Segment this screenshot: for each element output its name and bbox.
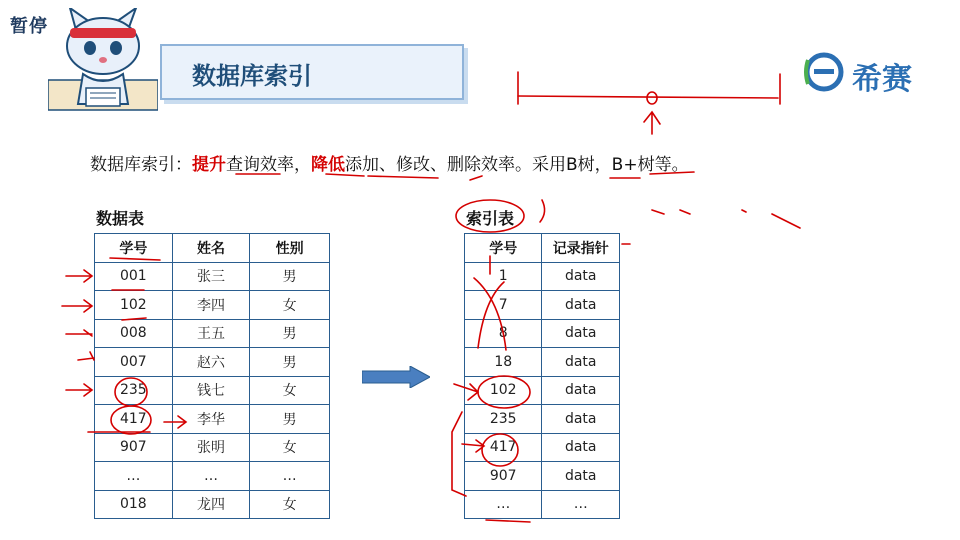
table-cell: data bbox=[542, 433, 620, 462]
table-row bbox=[95, 376, 330, 405]
table-cell: … bbox=[542, 490, 620, 519]
data-table-caption: 数据表 bbox=[96, 209, 145, 228]
table-cell: 男 bbox=[250, 262, 330, 291]
table-cell: 008 bbox=[95, 319, 173, 348]
table-cell: … bbox=[250, 462, 330, 491]
table-row bbox=[95, 490, 330, 519]
table-row bbox=[95, 433, 330, 462]
table-cell: 男 bbox=[250, 319, 330, 348]
table-cell: 102 bbox=[465, 376, 542, 405]
index-table-header-row bbox=[465, 234, 620, 263]
column-header: 记录指针 bbox=[542, 234, 620, 263]
table-cell: 102 bbox=[95, 291, 173, 320]
table-row bbox=[465, 462, 620, 491]
table-cell: 女 bbox=[250, 376, 330, 405]
description-improve: 提升 bbox=[192, 155, 226, 175]
table-row bbox=[95, 262, 330, 291]
table-row bbox=[95, 319, 330, 348]
logo-text: 希赛 bbox=[852, 62, 912, 97]
table-cell: 张三 bbox=[172, 262, 250, 291]
column-header: 姓名 bbox=[172, 234, 250, 263]
table-cell: 907 bbox=[95, 433, 173, 462]
index-table-caption: 索引表 bbox=[466, 209, 515, 228]
table-cell: data bbox=[542, 405, 620, 434]
table-cell: 王五 bbox=[172, 319, 250, 348]
data-table bbox=[94, 233, 330, 519]
column-header: 性别 bbox=[250, 234, 330, 263]
table-cell: 235 bbox=[465, 405, 542, 434]
table-cell: 龙四 bbox=[172, 490, 250, 519]
title-banner bbox=[160, 44, 464, 100]
table-row bbox=[465, 405, 620, 434]
table-row bbox=[465, 262, 620, 291]
description-reduce: 降低 bbox=[311, 155, 345, 175]
description-text bbox=[90, 150, 689, 175]
table-row bbox=[95, 348, 330, 377]
column-header: 学号 bbox=[95, 234, 173, 263]
table-cell: 007 bbox=[95, 348, 173, 377]
table-cell: 女 bbox=[250, 433, 330, 462]
column-header: 学号 bbox=[465, 234, 542, 263]
table-cell: data bbox=[542, 319, 620, 348]
table-row bbox=[465, 291, 620, 320]
table-cell: 1 bbox=[465, 262, 542, 291]
table-cell: data bbox=[542, 348, 620, 377]
ink-scale-line bbox=[518, 72, 780, 134]
table-cell: data bbox=[542, 291, 620, 320]
pause-button[interactable]: 暂停 bbox=[10, 16, 48, 37]
table-cell: 8 bbox=[465, 319, 542, 348]
table-cell: … bbox=[465, 490, 542, 519]
table-cell: 907 bbox=[465, 462, 542, 491]
table-cell: 赵六 bbox=[172, 348, 250, 377]
table-cell: 男 bbox=[250, 348, 330, 377]
right-arrow-icon bbox=[362, 366, 430, 388]
index-table bbox=[464, 233, 620, 519]
description-part1: 查询效率， bbox=[226, 155, 311, 175]
table-cell: 李四 bbox=[172, 291, 250, 320]
table-row bbox=[465, 490, 620, 519]
table-cell: 18 bbox=[465, 348, 542, 377]
xisai-logo bbox=[804, 52, 934, 97]
data-table-header-row bbox=[95, 234, 330, 263]
table-row bbox=[95, 291, 330, 320]
table-row bbox=[95, 405, 330, 434]
table-cell: data bbox=[542, 262, 620, 291]
table-cell: 018 bbox=[95, 490, 173, 519]
table-cell: 男 bbox=[250, 405, 330, 434]
description-prefix: 数据库索引： bbox=[90, 155, 192, 175]
table-cell: data bbox=[542, 376, 620, 405]
table-cell: … bbox=[172, 462, 250, 491]
table-cell: 001 bbox=[95, 262, 173, 291]
table-cell: 235 bbox=[95, 376, 173, 405]
table-row bbox=[95, 462, 330, 491]
table-cell: 7 bbox=[465, 291, 542, 320]
table-cell: data bbox=[542, 462, 620, 491]
table-cell: 李华 bbox=[172, 405, 250, 434]
table-row bbox=[465, 376, 620, 405]
table-row bbox=[465, 348, 620, 377]
table-cell: … bbox=[95, 462, 173, 491]
table-cell: 417 bbox=[465, 433, 542, 462]
table-row bbox=[465, 319, 620, 348]
table-cell: 女 bbox=[250, 291, 330, 320]
table-row bbox=[465, 433, 620, 462]
table-cell: 417 bbox=[95, 405, 173, 434]
table-cell: 女 bbox=[250, 490, 330, 519]
description-part2: 添加、修改、删除效率。采用B树，B+树等。 bbox=[345, 155, 689, 175]
table-cell: 张明 bbox=[172, 433, 250, 462]
table-cell: 钱七 bbox=[172, 376, 250, 405]
page-title: 数据库索引 bbox=[192, 62, 312, 90]
cat-mascot-image bbox=[48, 8, 158, 112]
logo-e-icon bbox=[804, 52, 848, 92]
